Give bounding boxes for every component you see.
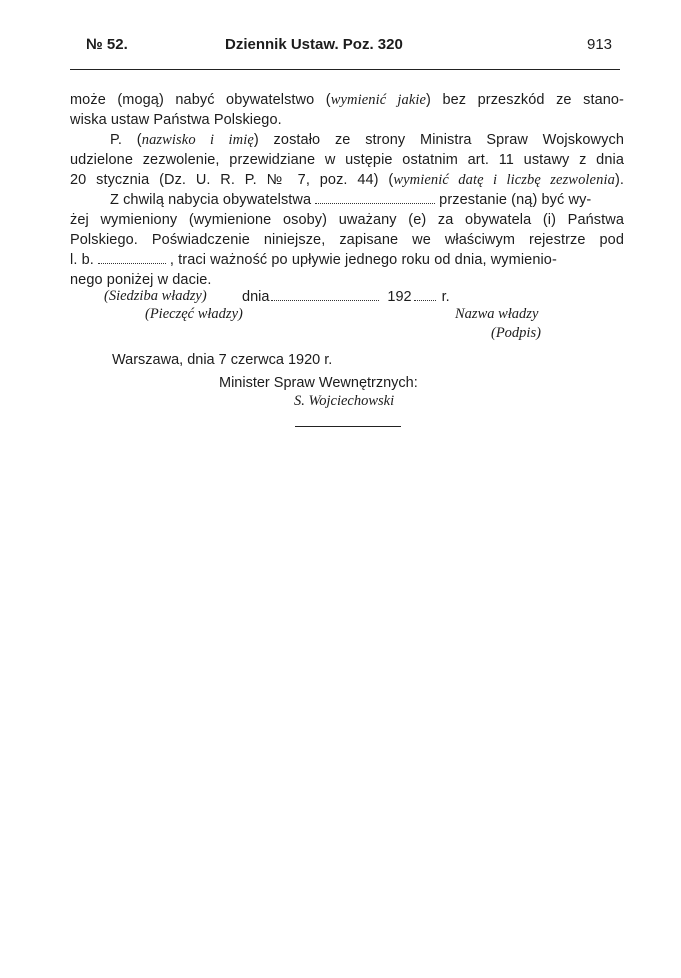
blank-citizenship — [315, 191, 435, 204]
minister-signature: S. Wojciechowski — [294, 393, 395, 409]
minister-title: Minister Spraw Wewnętrznych: — [219, 375, 418, 391]
page-title: Dziennik Ustaw. Poz. 320 — [225, 36, 403, 53]
seal-label: (Pieczęć władzy) — [145, 306, 243, 322]
page-number: 913 — [587, 36, 613, 53]
issue-number: № 52. — [86, 36, 128, 53]
body-line-8: Polskiego. Poświadczenie niniejsze, zapisane we właściwym rejestrze pod — [70, 232, 624, 248]
closing-rule — [295, 426, 401, 427]
blank-date — [271, 288, 379, 301]
header-rule — [70, 69, 620, 70]
body-line-10: nego poniżej w dacie. — [70, 272, 212, 288]
body-line-9: l. b. , traci ważność po upływie jednego roku od dnia, wymienio- — [70, 252, 557, 268]
body-line-1: może (mogą) nabyć obywatelstwo (wymienić jakie) bez przeszkód ze stano- — [70, 92, 624, 108]
signature-label: (Podpis) — [491, 325, 541, 341]
blank-register-number — [98, 251, 166, 264]
body-line-2: wiska ustaw Państwa Polskiego. — [70, 112, 282, 128]
blank-year — [414, 288, 436, 301]
body-line-4: udzielone zezwolenie, przewidziane w ustępie ostatnim art. 11 ustawy z dnia — [70, 152, 624, 168]
body-line-7: żej wymieniony (wymienione osoby) uważany (e) za obywatela (i) Państwa — [70, 212, 624, 228]
place-date: Warszawa, dnia 7 czerwca 1920 r. — [112, 352, 333, 368]
body-line-6: Z chwilą nabycia obywatelstwa przestanie (ną) być wy- — [110, 192, 592, 208]
date-line: dnia 192 r. — [242, 289, 450, 305]
seat-label: (Siedziba władzy) — [104, 288, 207, 304]
body-line-3: P. (nazwisko i imię) zostało ze strony Ministra Spraw Wojskowych — [110, 132, 624, 148]
authority-label: Nazwa władzy — [455, 306, 539, 322]
body-line-5: 20 stycznia (Dz. U. R. P. № 7, poz. 44) (wymienić datę i liczbę zezwolenia). — [70, 172, 624, 188]
